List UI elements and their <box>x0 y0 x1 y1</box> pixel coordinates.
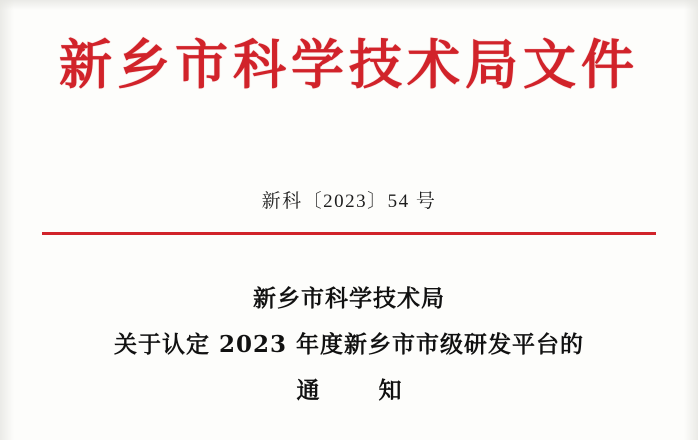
document-number: 新科〔2023〕54 号 <box>261 191 437 212</box>
document-title-block <box>0 276 698 414</box>
title-line-issuer: 新乡市科学技术局 <box>253 285 445 312</box>
scan-edge-top <box>0 0 698 10</box>
title-line-notice: 通 知 <box>296 377 420 404</box>
title-line-subject: 关于认定 2023 年度新乡市市级研发平台的 <box>113 331 585 358</box>
document-masthead: 新乡市科学技术局文件 <box>59 34 639 96</box>
red-separator-rule <box>42 232 656 235</box>
